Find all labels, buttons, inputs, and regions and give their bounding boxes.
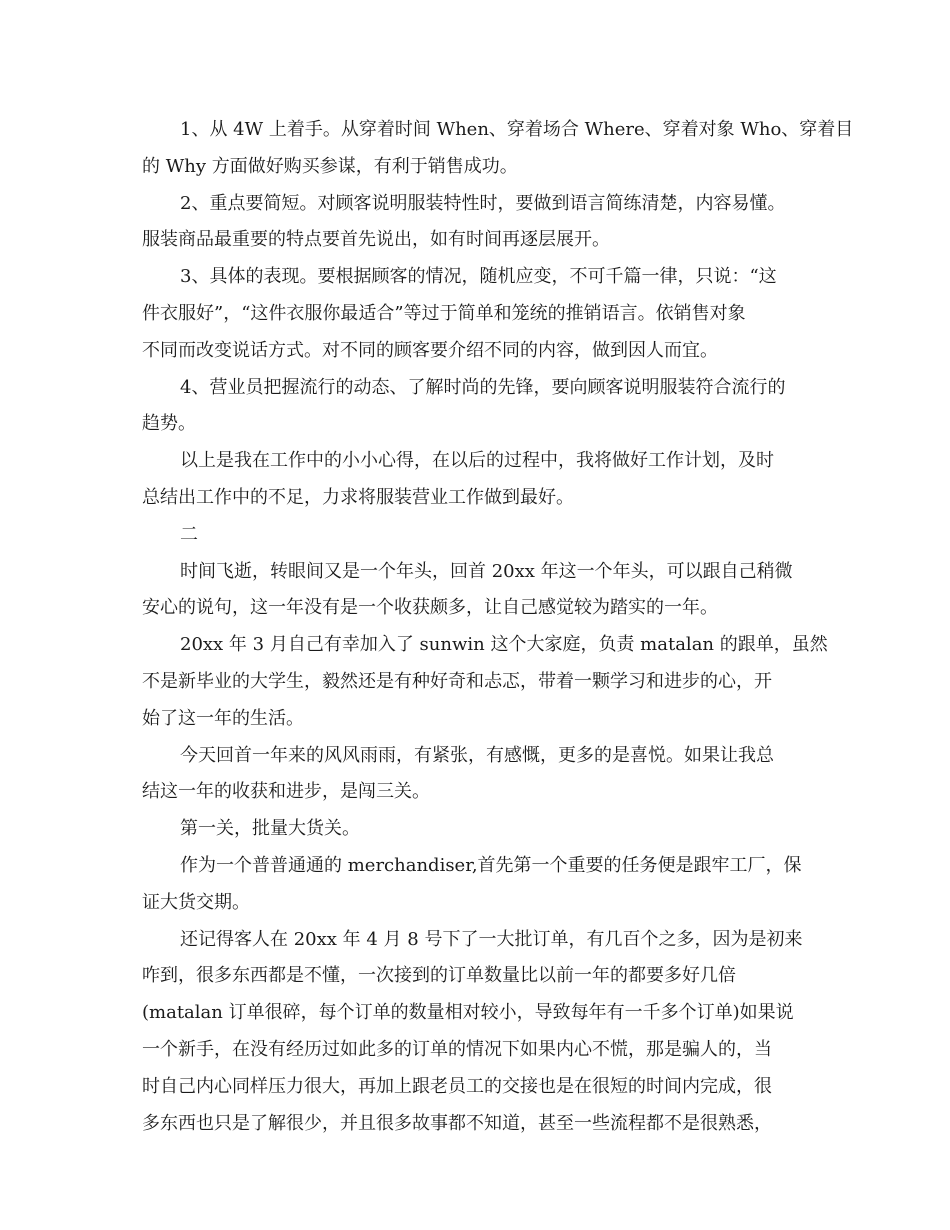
paragraph <box>142 370 812 444</box>
text-line: 件衣服好”，“这件衣服你最适合”等过于简单和笼统的推销语言。依销售对象 <box>142 302 746 324</box>
text-line: 结这一年的收获和进步，是闯三关。 <box>142 781 430 803</box>
paragraph <box>142 443 812 517</box>
text-line: 多东西也只是了解很少，并且很多故事都不知道，甚至一些流程都不是很熟悉， <box>142 1112 772 1134</box>
text-line: 时自己内心同样压力很大，再加上跟老员工的交接也是在很短的时间内完成，很 <box>142 1075 772 1097</box>
text-line: 服装商品最重要的特点要首先说出，如有时间再逐层展开。 <box>142 229 610 251</box>
text-line: 4、营业员把握流行的动态、了解时尚的先锋，要向顾客说明服装符合流行的 <box>180 376 786 398</box>
paragraph <box>142 554 812 628</box>
text-line: 二 <box>180 523 198 545</box>
document-body <box>142 112 854 1142</box>
text-line: 2、重点要简短。对顾客说明服装特性时，要做到语言简练清楚，内容易懂。 <box>180 192 786 214</box>
text-line: 时间飞逝，转眼间又是一个年头，回首 20xx 年这一个年头，可以跟自己稍微 <box>180 560 793 582</box>
paragraph <box>142 848 812 922</box>
paragraph <box>142 627 828 737</box>
text-line: 安心的说句，这一年没有是一个收获颇多，让自己感觉较为踏实的一年。 <box>142 597 718 619</box>
text-line: 3、具体的表现。要根据顾客的情况，随机应变，不可千篇一律，只说：“这 <box>180 266 777 288</box>
text-line: 20xx 年 3 月自己有幸加入了 sunwin 这个大家庭，负责 matalan 的跟单，虽然 <box>180 634 828 656</box>
text-line: 一个新手，在没有经历过如此多的订单的情况下如果内心不慌，那是骗人的，当 <box>142 1038 772 1060</box>
text-line: 第一关，批量大货关。 <box>180 818 360 840</box>
text-line: 不同而改变说话方式。对不同的顾客要介绍不同的内容，做到因人而宜。 <box>142 339 718 361</box>
paragraph <box>142 922 812 1143</box>
paragraph <box>142 259 812 369</box>
text-line: 1、从 4W 上着手。从穿着时间 When、穿着场合 Where、穿着对象 Who、穿着目 <box>180 119 854 140</box>
paragraph <box>142 517 812 554</box>
text-line: 还记得客人在 20xx 年 4 月 8 号下了一大批订单，有几百个之多，因为是初来 <box>180 928 803 950</box>
text-line: 的 Why 方面做好购买参谋，有利于销售成功。 <box>142 155 518 177</box>
text-line: 以上是我在工作中的小小心得，在以后的过程中，我将做好工作计划，及时 <box>180 450 774 472</box>
text-line: (matalan 订单很碎，每个订单的数量相对较小，导致每年有一千多个订单)如果说 <box>142 1002 794 1024</box>
text-line: 咋到，很多东西都是不懂，一次接到的订单数量比以前一年的都要多好几倍 <box>142 965 736 987</box>
text-line: 证大货交期。 <box>142 891 250 913</box>
text-line: 今天回首一年来的风风雨雨，有紧张，有感慨，更多的是喜悦。如果让我总 <box>180 744 774 766</box>
text-line: 始了这一年的生活。 <box>142 707 304 729</box>
text-line: 不是新毕业的大学生，毅然还是有种好奇和忐忑，带着一颗学习和进步的心，开 <box>142 670 772 692</box>
text-line: 作为一个普普通通的 merchandiser,首先第一个重要的任务便是跟牢工厂，保 <box>180 854 802 876</box>
text-line: 趋势。 <box>142 413 196 435</box>
paragraph <box>142 186 812 260</box>
paragraph <box>142 112 854 186</box>
paragraph <box>142 738 812 812</box>
paragraph <box>142 811 812 848</box>
text-line: 总结出工作中的不足，力求将服装营业工作做到最好。 <box>142 486 574 508</box>
